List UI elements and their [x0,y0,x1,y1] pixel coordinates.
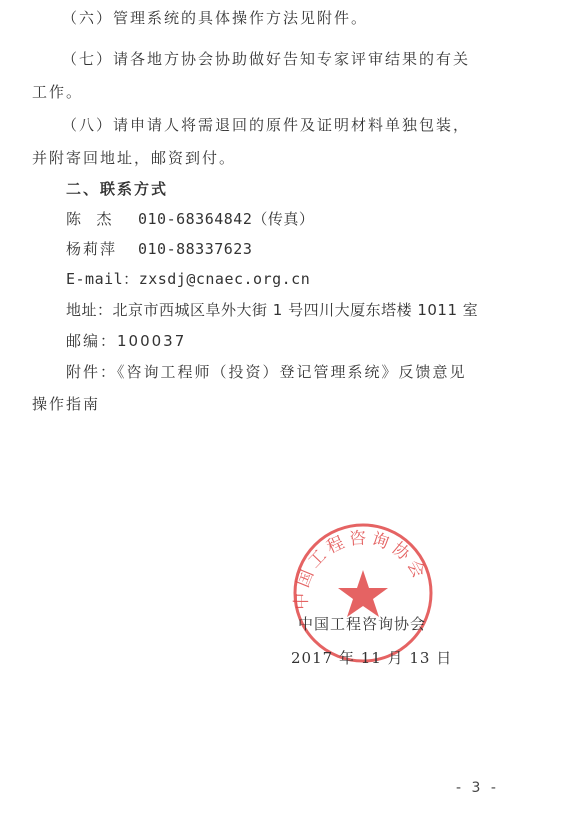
contact-person1-phone: 010-68364842（传真） [138,210,315,228]
contact-person2 [66,239,252,259]
attachment-line1: 附件：《咨询工程师（投资）登记管理系统》反馈意见 [66,363,467,381]
email-label: E-mail： [66,270,139,288]
page-number: - 3 - [456,780,499,796]
seal-text: 中国工程咨询协会 [291,528,431,610]
contact-heading: 二、联系方式 [66,180,169,198]
contact-address: 地址：北京市西城区阜外大街 1 号四川大厦东塔楼 1011 室 [66,301,479,319]
contact-person2-phone: 010-88337623 [138,240,253,258]
contact-person2-name: 杨莉萍 [66,240,118,258]
email-value: zxsdj@cnaec.org.cn [138,270,311,288]
seal-star-icon [338,570,388,617]
contact-person1 [66,209,314,229]
item-seven-line2: 工作。 [32,83,84,101]
official-seal [288,518,438,668]
contact-email [66,269,310,289]
contact-postcode: 邮编：100037 [66,332,187,350]
contact-person1-name: 陈 杰 [66,210,114,228]
signature-date: 2017 年 11 月 13 日 [291,649,453,667]
signature-organization: 中国工程咨询协会 [298,615,427,633]
item-eight-line2: 并附寄回地址，邮资到付。 [32,149,237,167]
item-six: （六）管理系统的具体操作方法见附件。 [62,9,369,27]
item-seven-line1: （七）请各地方协会协助做好告知专家评审结果的有关 [62,50,471,68]
item-eight-line1: （八）请申请人将需退回的原件及证明材料单独包装， [62,116,471,134]
attachment-line2: 操作指南 [32,395,101,413]
